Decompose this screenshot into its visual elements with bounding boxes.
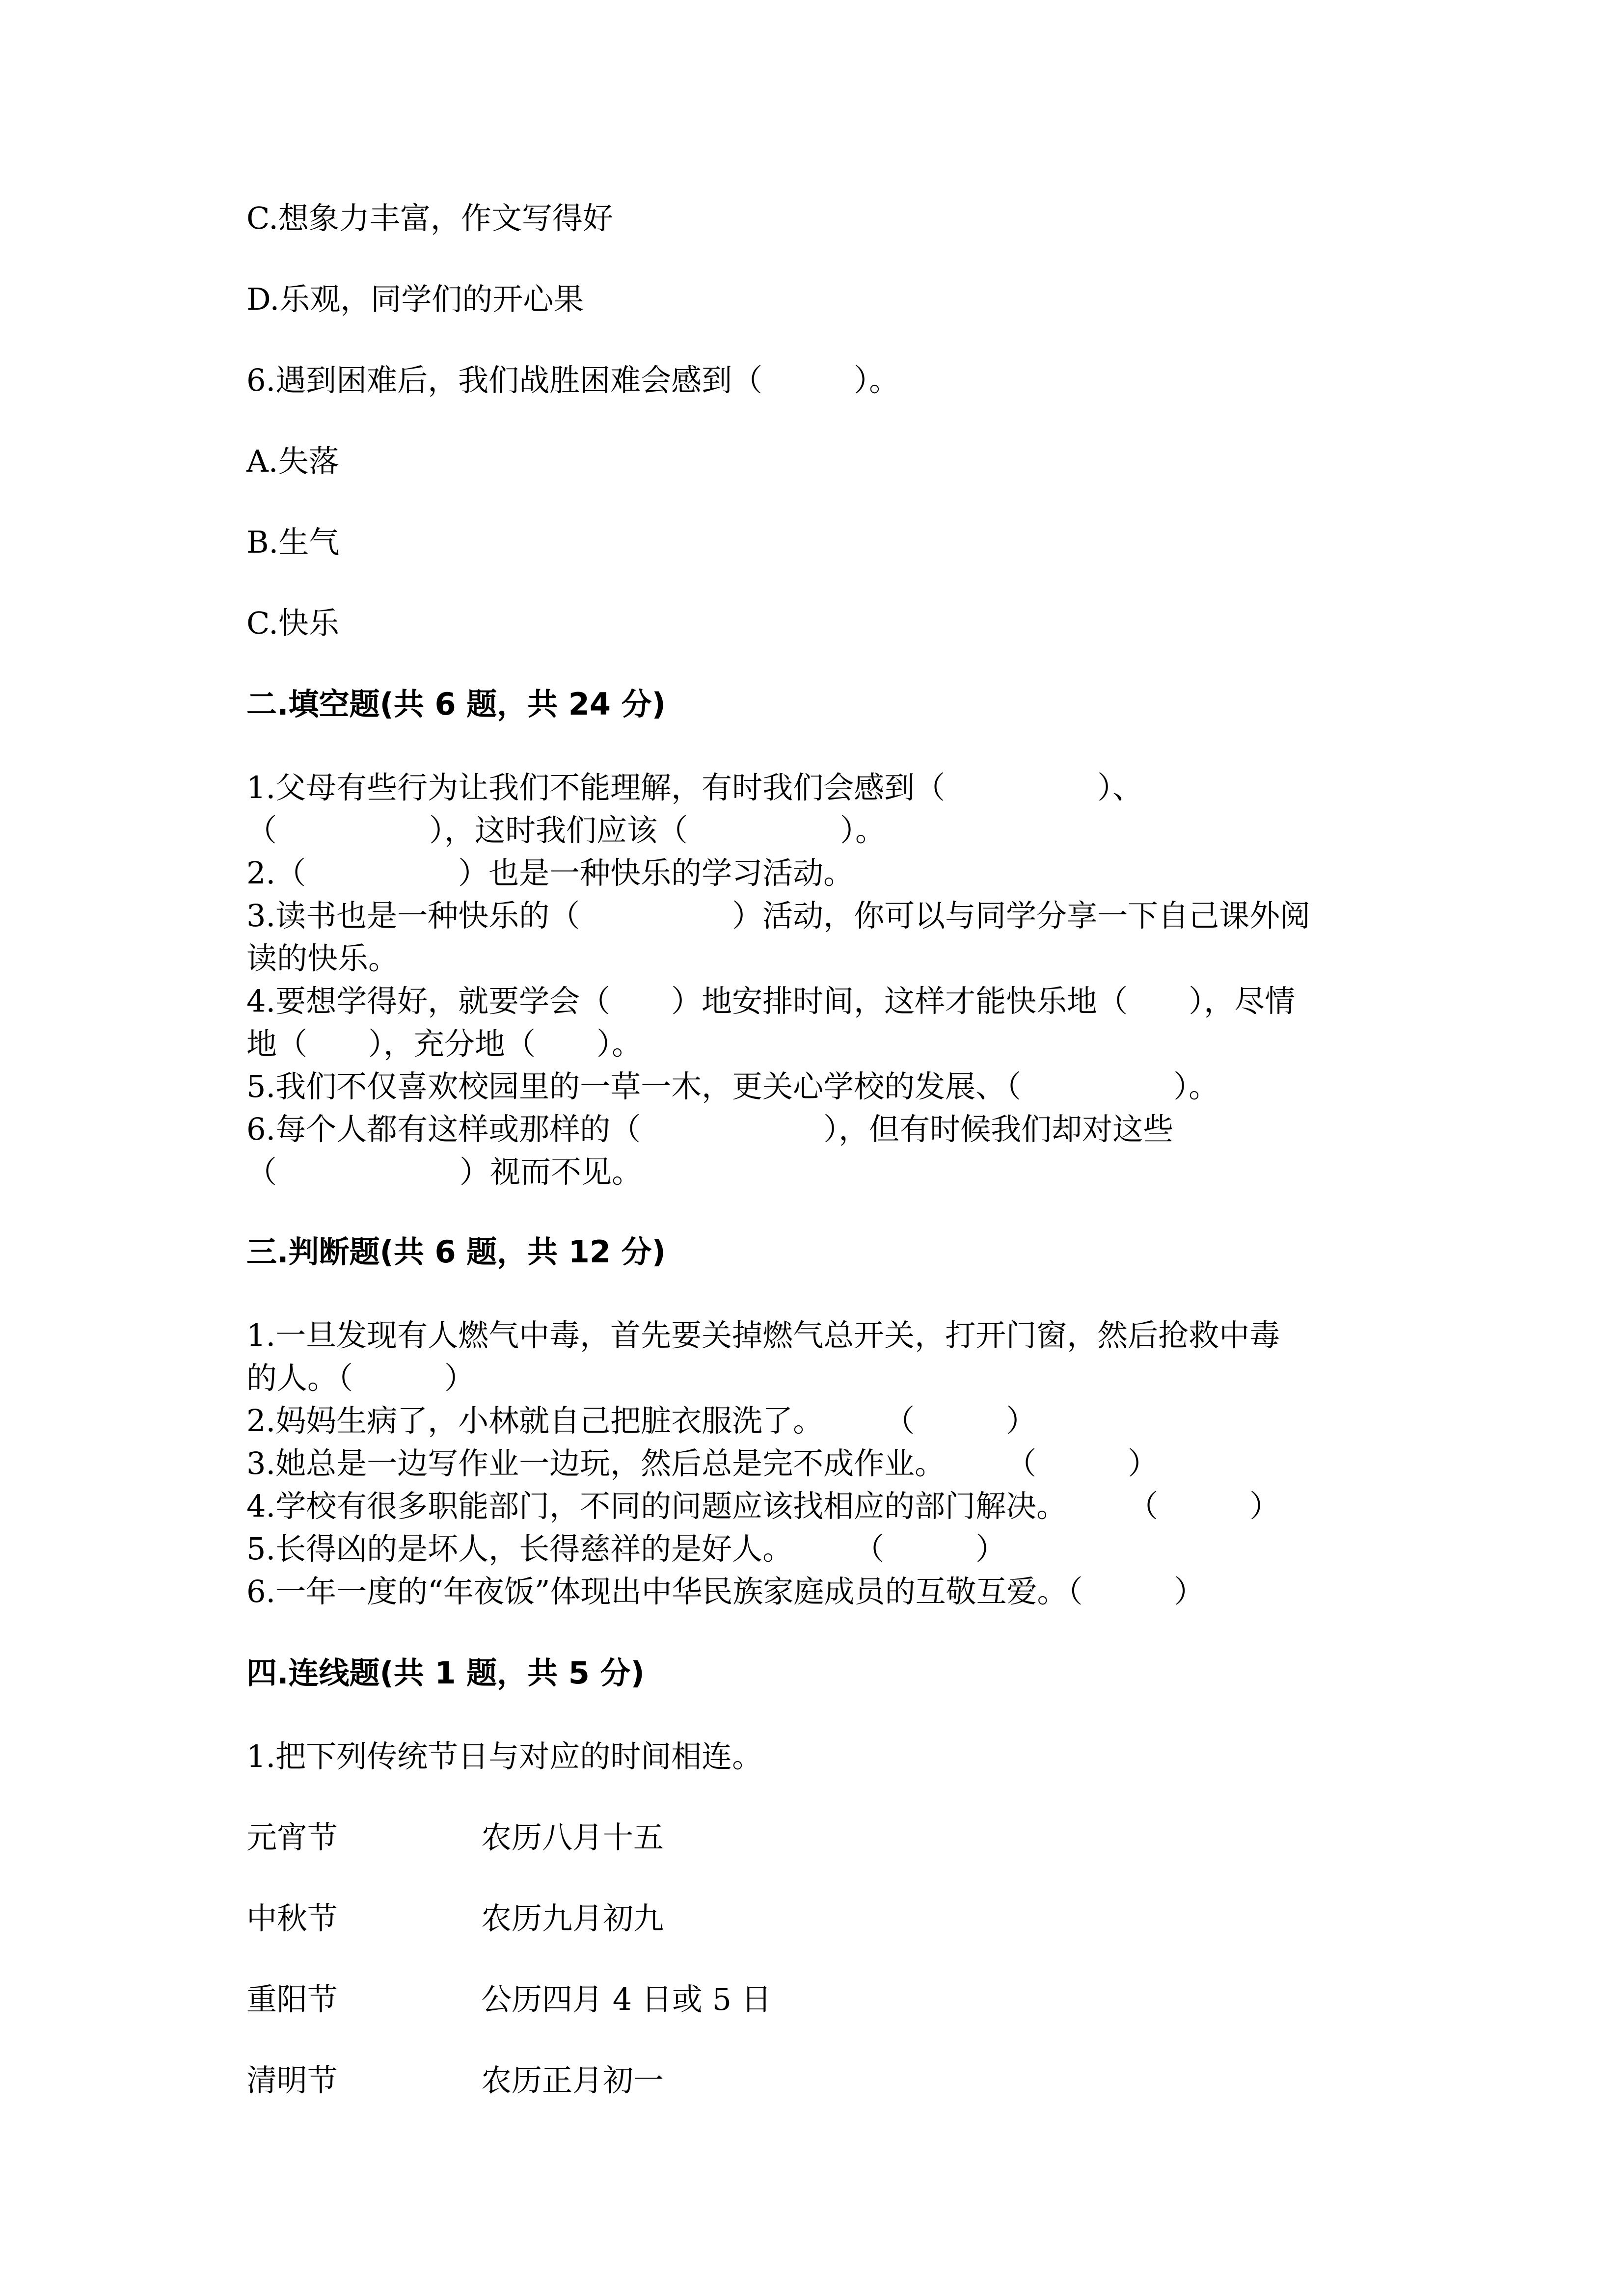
section-heading-matching: 四.连线题(共 1 题，共 5 分) [246,1655,645,1691]
matching-left-item: 清明节 [246,2062,338,2098]
judgement-line: 5.长得凶的是坏人，长得慈祥的是好人。 （ ） [246,1531,1006,1567]
judgement-line: 3.她总是一边写作业一边玩，然后总是完不成作业。 （ ） [246,1445,1159,1481]
fill-blank-line: （ ），这时我们应该（ ）。 [246,812,886,848]
q6-option-a: A.失落 [246,443,339,479]
matching-right-item: 农历八月十五 [481,1819,664,1855]
fill-blank-line: 4.要想学得好，就要学会（ ）地安排时间，这样才能快乐地（ ），尽情 [246,983,1296,1019]
judgement-line: 6.一年一度的“年夜饭”体现出中华民族家庭成员的互敬互爱。（ ） [246,1574,1205,1609]
q5-option-d: D.乐观，同学们的开心果 [246,281,584,317]
judgement-line: 1.一旦发现有人燃气中毒，首先要关掉燃气总开关，打开门窗，然后抢救中毒 [246,1317,1280,1353]
q6-option-b: B.生气 [246,524,340,560]
matching-left-item: 中秋节 [246,1900,338,1936]
matching-right-item: 农历正月初一 [481,2062,664,2098]
matching-left-item: 重阳节 [246,1981,338,2017]
matching-left-item: 元宵节 [246,1819,338,1855]
section-heading-fill-blank: 二.填空题(共 6 题，共 24 分) [246,686,666,722]
fill-blank-line: 3.读书也是一种快乐的（ ）活动，你可以与同学分享一下自己课外阅 [246,898,1311,934]
fill-blank-line: 2.（ ）也是一种快乐的学习活动。 [246,855,854,891]
matching-right-item: 农历九月初九 [481,1900,664,1936]
fill-blank-line: 5.我们不仅喜欢校园里的一草一木，更关心学校的发展、（ ）。 [246,1068,1219,1104]
judgement-line: 4.学校有很多职能部门，不同的问题应该找相应的部门解决。 （ ） [246,1488,1280,1524]
matching-stem: 1.把下列传统节日与对应的时间相连。 [246,1738,763,1774]
section-heading-judgement: 三.判断题(共 6 题，共 12 分) [246,1234,666,1270]
fill-blank-line: 1.父母有些行为让我们不能理解，有时我们会感到（ ）、 [246,770,1143,805]
q6-stem: 6.遇到困难后，我们战胜困难会感到（ ）。 [246,362,900,398]
fill-blank-line: 6.每个人都有这样或那样的（ ），但有时候我们却对这些 [246,1111,1174,1147]
fill-blank-line: 地（ ），充分地（ ）。 [246,1026,643,1062]
judgement-line: 2.妈妈生病了，小林就自己把脏衣服洗了。 （ ） [246,1403,1037,1439]
matching-right-item: 公历四月 4 日或 5 日 [481,1981,772,2017]
judgement-line: 的人。（ ） [246,1360,475,1396]
fill-blank-line: （ ）视而不见。 [246,1154,643,1190]
q5-option-c: C.想象力丰富，作文写得好 [246,200,613,236]
fill-blank-line: 读的快乐。 [246,940,399,976]
q6-option-c: C.快乐 [246,605,339,641]
